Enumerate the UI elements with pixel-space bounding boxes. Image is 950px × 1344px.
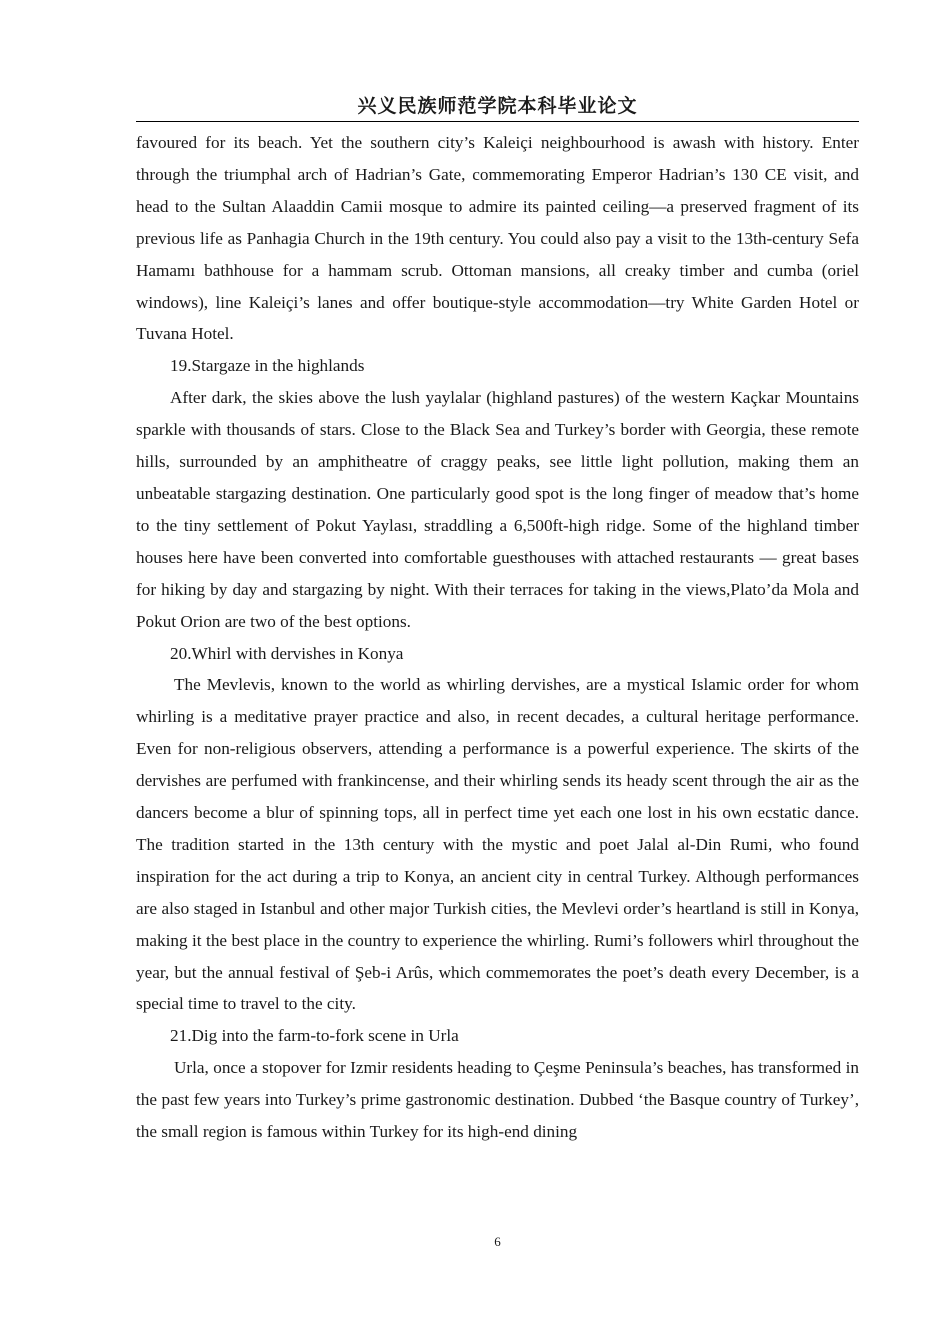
body-text <box>136 127 859 1148</box>
page-number: 6 <box>494 1234 501 1249</box>
paragraph-stargaze: After dark, the skies above the lush yaylalar (highland pastures) of the western Kaçkar Mountains sparkle with thousands of stars. Close to the Black Sea and Turkey’s border with Georgia, these remote hills, surrounded by an amphitheatre of craggy peaks, see little light pollution, making them an unbeatable stargazing destination. One particularly good spot is the long finger of meadow that’s home to the tiny settlement of Pokut Yaylası, straddling a 6,500ft-high ridge. Some of the highland timber houses here have been converted into comfortable guesthouses with attached restaurants — great bases for hiking by day and stargazing by night. With their terraces for taking in the views,Plato’da Mola and Pokut Orion are two of the best options. <box>136 388 859 631</box>
paragraph-antalya-continued: favoured for its beach. Yet the southern city’s Kaleiçi neighbourhood is awash with history. Enter through the triumphal arch of Hadrian’s Gate, commemorating Emperor Hadrian’s 130 CE visit, and head to the Sultan Alaaddin Camii mosque to admire its painted ceiling—a preserved fragment of its previous life as Panhagia Church in the 19th century. You could also pay a visit to the 13th-century Sefa Hamamı bathhouse for a hammam scrub. Ottoman mansions, all creaky timber and cumba (oriel windows), line Kaleiçi’s lanes and offer boutique-style accommodation—try White Garden Hotel or Tuvana Hotel. <box>136 133 859 344</box>
section-heading-20: 20.Whirl with dervishes in Konya <box>170 643 404 663</box>
paragraph-dervishes: The Mevlevis, known to the world as whirling dervishes, are a mystical Islamic order for whom whirling is a meditative prayer practice and also, in recent decades, a cultural heritage performance. Even for non-religious observers, attending a performance is a powerful experience. The skirts of the dervishes are perfumed with frankincense, and their whirling sends its heady scent through the air as the dancers become a blur of spinning tops, all in perfect time yet each one lost in his own ecstatic dance. The tradition started in the 13th century with the mystic and poet Jalal al-Din Rumi, who found inspiration for the act during a trip to Konya, an ancient city in central Turkey. Although performances are also staged in Istanbul and other major Turkish cities, the Mevlevi order’s heartland is still in Konya, making it the best place in the country to experience the whirling. Rumi’s followers whirl throughout the year, but the annual festival of Şeb-i Arûs, which commemorates the poet’s death every December, is a special time to travel to the city. <box>136 675 859 1014</box>
section-heading-19: 19.Stargaze in the highlands <box>170 356 365 376</box>
page-header-title: 兴义民族师范学院本科毕业论文 <box>357 95 638 117</box>
header-rule <box>136 121 859 122</box>
section-heading-21: 21.Dig into the farm-to-fork scene in Urla <box>170 1026 459 1046</box>
paragraph-urla: Urla, once a stopover for Izmir residents heading to Çeşme Peninsula’s beaches, has transformed in the past few years into Turkey’s prime gastronomic destination. Dubbed ‘the Basque country of Turkey’, the small region is famous within Turkey for its high-end dining <box>136 1058 859 1142</box>
